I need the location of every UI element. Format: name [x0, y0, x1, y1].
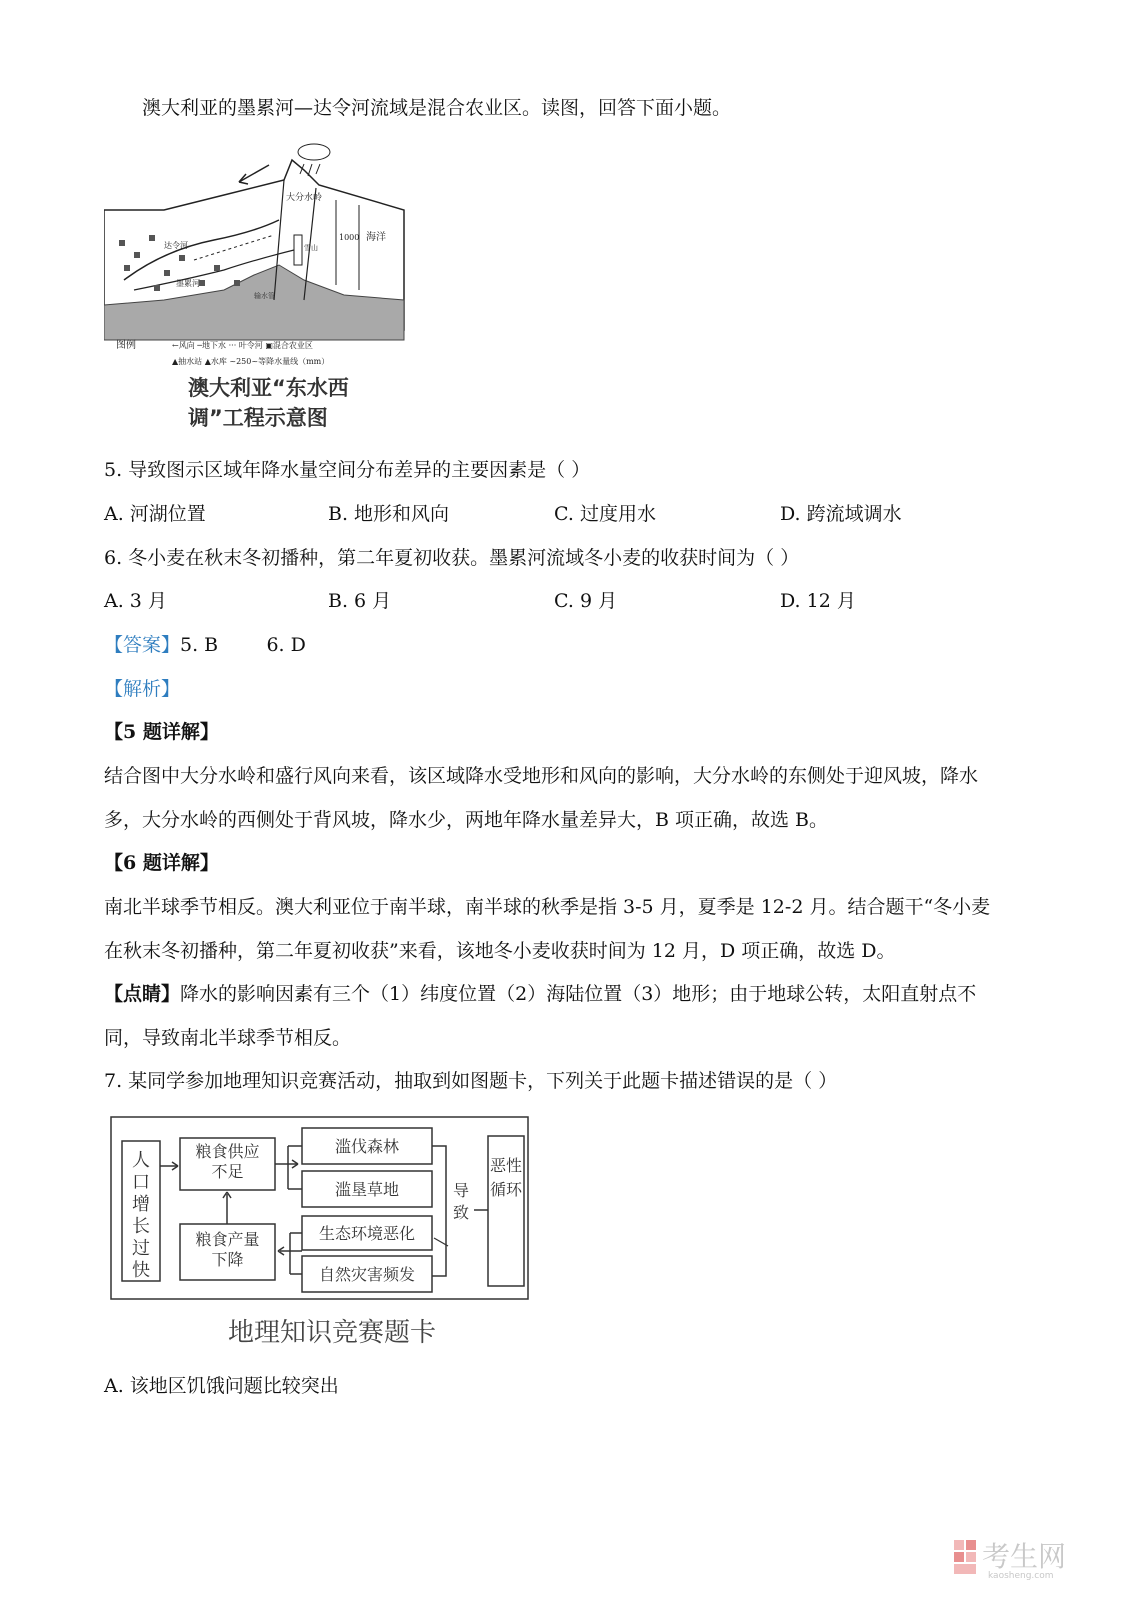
- q7-stem: 7. 某同学参加地理知识竞赛活动，抽取到如图题卡，下列关于此题卡描述错误的是（ ）: [104, 1070, 838, 1092]
- map-caption-line-1: 澳大利亚“东水西: [188, 376, 349, 400]
- q5-detail-line-1: 结合图中大分水岭和盛行风向来看，该区域降水受地形和风向的影响，大分水岭的东侧处于迎风坡，降水: [104, 765, 979, 787]
- q6-detail-tag: 【6 题详解】: [104, 852, 219, 874]
- q6-option-c: C. 9 月: [554, 590, 618, 612]
- analysis-tag: 【解析】: [104, 678, 181, 700]
- q7-option-a: A. 该地区饥饿问题比较突出: [104, 1375, 339, 1397]
- q5-option-c: C. 过度用水: [554, 503, 656, 525]
- watermark-text: 考生网: [982, 1540, 1067, 1573]
- q5-detail-tag: 【5 题详解】: [104, 721, 219, 743]
- legend-row-2: ▲抽水站 ▲水库 ~250~等降水量线（mm）: [172, 357, 330, 366]
- q5-option-a: A. 河湖位置: [104, 503, 206, 525]
- left-box-label: 人口增长过快: [132, 1150, 150, 1280]
- murray-river-label: 墨累河: [176, 279, 200, 288]
- yield-box-label: 粮食产量下降: [195, 1230, 260, 1269]
- answer-line: [104, 633, 306, 657]
- pipe-label: 输水管: [254, 292, 275, 300]
- point-tag: 【点睛】: [104, 983, 181, 1005]
- q6-option-a: A. 3 月: [104, 590, 167, 612]
- disaster-box-label: 自然灾害频发: [318, 1265, 416, 1284]
- reservoir-label: 雪山: [304, 244, 318, 252]
- eco-box-label: 生态环境恶化: [318, 1224, 416, 1243]
- legend-row-1: ←风向 ─地下水 ··· 叶令河 ▣混合农业区: [172, 341, 313, 350]
- lead-box-label: 导致: [452, 1181, 469, 1222]
- answer-text: 5. B 6. D: [180, 634, 306, 656]
- isohyet-label: 1000: [339, 233, 360, 242]
- supply-box-label: 粮食供应不足: [195, 1142, 260, 1181]
- legend-title: 图例: [116, 340, 136, 351]
- point-text-1: 降水的影响因素有三个（1）纬度位置（2）海陆位置（3）地形；由于地球公转，太阳直射点不: [180, 983, 977, 1005]
- answer-tag: 【答案】: [104, 634, 181, 656]
- map-drawing: [104, 140, 414, 370]
- flow-caption: 地理知识竞赛题卡: [228, 1318, 437, 1348]
- q6-option-b: B. 6 月: [328, 590, 392, 612]
- q6-stem: 6. 冬小麦在秋末冬初播种，第二年夏初收获。墨累河流域冬小麦的收获时间为（ ）: [104, 547, 800, 569]
- q6-option-d: D. 12 月: [780, 590, 856, 612]
- watermark-sub: kaosheng.com: [988, 1571, 1054, 1580]
- watermark-logo: [952, 1536, 1102, 1580]
- quiz-card-figure: [110, 1116, 530, 1351]
- q5-option-d: D. 跨流域调水: [780, 503, 902, 525]
- q6-detail-line-1: 南北半球季节相反。澳大利亚位于南半球，南半球的秋季是指 3-5 月，夏季是 12-2 月。结合题干“冬小麦: [104, 896, 991, 918]
- water-transfer-map: [104, 140, 414, 440]
- point-line-2: 同，导致南北半球季节相反。: [104, 1027, 352, 1049]
- darling-river-label: 达令河: [164, 241, 188, 250]
- reclaim-box-label: 滥垦草地: [334, 1180, 400, 1199]
- q5-stem: 5. 导致图示区域年降水量空间分布差异的主要因素是（ ）: [104, 459, 591, 481]
- ocean-label: 海洋: [366, 232, 386, 243]
- deforest-box-label: 滥伐森林: [334, 1137, 400, 1156]
- q5-option-b: B. 地形和风向: [328, 503, 450, 525]
- map-caption-line-2: 调”工程示意图: [188, 406, 328, 430]
- q5-detail-line-2: 多，大分水岭的西侧处于背风坡，降水少，两地年降水量差异大，B 项正确，故选 B。: [104, 809, 829, 831]
- divide-label: 大分水岭: [286, 193, 323, 203]
- q6-detail-line-2: 在秋末冬初播种，第二年夏初收获”来看，该地冬小麦收获时间为 12 月，D 项正确，故选 D。: [104, 940, 896, 962]
- point-line-1: [104, 982, 976, 1006]
- flow-diagram: [110, 1116, 530, 1301]
- cycle-box-label: 恶性循环: [490, 1156, 522, 1199]
- watermark-icon: [952, 1536, 1102, 1580]
- intro-text: 澳大利亚的墨累河—达令河流域是混合农业区。读图，回答下面小题。: [142, 97, 732, 119]
